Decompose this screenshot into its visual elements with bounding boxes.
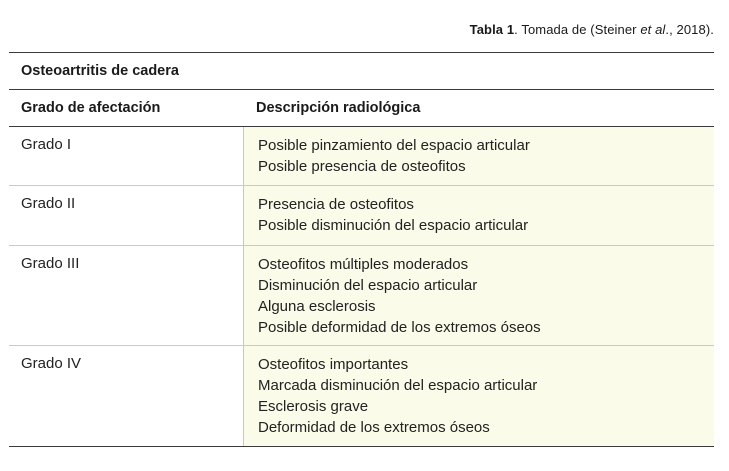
description-line: Deformidad de los extremos óseos <box>258 419 490 436</box>
description-line: Esclerosis grave <box>258 398 369 415</box>
grading-table <box>9 52 714 447</box>
description-cell <box>243 346 714 446</box>
header-description: Descripción radiológica <box>256 100 421 116</box>
description-line: Posible deformidad de los extremos óseos <box>258 319 541 336</box>
description-line: Osteofitos importantes <box>258 356 409 373</box>
description-line: Posible disminución del espacio articular <box>258 217 529 234</box>
description-line: Osteofitos múltiples moderados <box>258 256 469 273</box>
description-cell <box>243 186 714 245</box>
description-line: Posible pinzamiento del espacio articular <box>258 137 530 154</box>
grade-cell: Grado II <box>21 195 76 212</box>
caption-italic: et al <box>640 22 666 37</box>
header-grade: Grado de afectación <box>21 100 161 116</box>
caption-text-after: ., 2018). <box>665 22 714 37</box>
grade-cell: Grado I <box>21 136 72 153</box>
description-line: Alguna esclerosis <box>258 298 376 315</box>
table-title: Osteoartritis de cadera <box>9 53 714 90</box>
grade-cell: Grado III <box>21 255 80 272</box>
description-cell <box>243 127 714 185</box>
grade-cell: Grado IV <box>21 355 82 372</box>
table-caption <box>470 22 714 37</box>
description-cell <box>243 246 714 345</box>
table-header-row <box>9 90 714 127</box>
description-line: Presencia de osteofitos <box>258 196 414 213</box>
table-row <box>9 246 714 346</box>
description-line: Posible presencia de osteofitos <box>258 158 466 175</box>
description-line: Marcada disminución del espacio articular <box>258 377 538 394</box>
description-line: Disminución del espacio articular <box>258 277 478 294</box>
table-row <box>9 127 714 186</box>
table-row <box>9 186 714 246</box>
caption-text-before: . Tomada de (Steiner <box>514 22 641 37</box>
table-row <box>9 346 714 447</box>
caption-label: Tabla 1 <box>469 22 515 37</box>
